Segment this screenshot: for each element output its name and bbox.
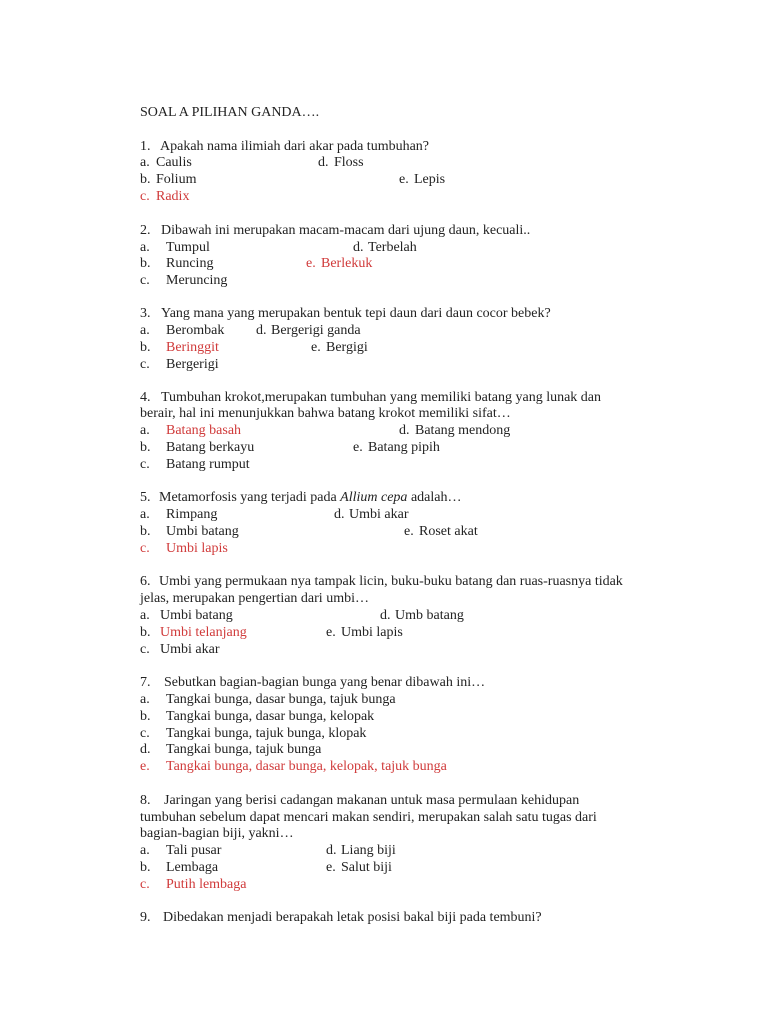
option-d: Batang mendong	[415, 423, 511, 438]
question-text: bagian-bagian biji, yakni…	[140, 826, 294, 841]
option-label: c.	[140, 726, 150, 741]
option-e-answer: Berlekuk	[321, 256, 373, 271]
option-label: b.	[140, 340, 151, 355]
option-label: a.	[140, 240, 150, 255]
option-e: Salut biji	[341, 860, 392, 875]
option-e: Bergigi	[326, 340, 368, 355]
option-label: d.	[256, 323, 267, 338]
option-label: c.	[140, 457, 150, 472]
option-e: Roset akat	[419, 524, 478, 539]
option-c: Batang rumput	[166, 457, 250, 472]
option-c: Meruncing	[166, 273, 228, 288]
question-number: 4.	[140, 390, 151, 405]
option-a: Tangkai bunga, dasar bunga, tajuk bunga	[166, 692, 396, 707]
option-d: Umbi akar	[349, 507, 409, 522]
option-label: b.	[140, 625, 151, 640]
question-text: Sebutkan bagian-bagian bunga yang benar dibawah ini…	[164, 675, 486, 690]
question-1	[0, 138, 768, 155]
option-label: b.	[140, 256, 151, 271]
question-number: 2.	[140, 223, 151, 238]
option-e: Umbi lapis	[341, 625, 403, 640]
document-title: SOAL A PILIHAN GANDA….	[140, 105, 320, 120]
option-b-answer: Beringgit	[166, 340, 219, 355]
option-b: Folium	[156, 172, 197, 187]
option-label: a.	[140, 608, 150, 623]
option-a: Tumpul	[166, 240, 210, 255]
option-b: Lembaga	[166, 860, 219, 875]
option-a: Caulis	[156, 155, 192, 170]
question-text: Umbi yang permukaan nya tampak licin, buku-buku batang dan ruas-ruasnya tidak	[159, 574, 623, 589]
option-label: c.	[140, 541, 150, 556]
option-label: c.	[140, 642, 150, 657]
option-c-answer: Putih lembaga	[166, 877, 247, 892]
option-label: a.	[140, 323, 150, 338]
question-number: 1.	[140, 139, 151, 154]
option-label: d.	[380, 608, 391, 623]
option-label: d.	[326, 843, 337, 858]
question-text	[159, 489, 461, 506]
question-text: Tumbuhan krokot,merupakan tumbuhan yang memiliki batang yang lunak dan	[161, 390, 602, 405]
question-number: 3.	[140, 306, 151, 321]
option-d: Liang biji	[341, 843, 396, 858]
option-label: a.	[140, 507, 150, 522]
option-b: Umbi batang	[166, 524, 239, 539]
question-6	[0, 573, 768, 590]
question-text: jelas, merupakan pengertian dari umbi…	[140, 591, 369, 606]
option-c: Tangkai bunga, tajuk bunga, klopak	[166, 726, 367, 741]
option-label: d.	[334, 507, 345, 522]
text-part: adalah…	[407, 490, 462, 505]
option-b: Batang berkayu	[166, 440, 255, 455]
option-label: b.	[140, 440, 151, 455]
option-label: e.	[399, 172, 409, 187]
option-label: a.	[140, 155, 150, 170]
question-7	[0, 674, 768, 691]
option-a-answer: Batang basah	[166, 423, 242, 438]
option-a: Berombak	[166, 323, 225, 338]
species-name: Allium cepa	[340, 490, 408, 505]
question-number: 7.	[140, 675, 151, 690]
option-label: c.	[140, 877, 150, 892]
question-number: 5.	[140, 490, 151, 505]
option-c: Bergerigi	[166, 357, 219, 372]
option-label: a.	[140, 843, 150, 858]
question-5	[0, 489, 768, 506]
option-c: Umbi akar	[160, 642, 220, 657]
option-label: d.	[353, 240, 364, 255]
option-label: b.	[140, 172, 151, 187]
option-label: e.	[306, 256, 316, 271]
option-d: Bergerigi ganda	[271, 323, 361, 338]
option-a: Umbi batang	[160, 608, 233, 623]
option-label: c.	[140, 273, 150, 288]
option-a: Rimpang	[166, 507, 218, 522]
option-label: e.	[404, 524, 414, 539]
option-label: e.	[311, 340, 321, 355]
question-text: berair, hal ini menunjukkan bahwa batang krokot memiliki sifat…	[140, 406, 511, 421]
option-label: b.	[140, 524, 151, 539]
option-d: Floss	[334, 155, 364, 170]
question-2	[0, 222, 768, 239]
option-d: Umb batang	[395, 608, 464, 623]
option-label: a.	[140, 692, 150, 707]
question-number: 6.	[140, 574, 151, 589]
question-text: Dibedakan menjadi berapakah letak posisi bakal biji pada tembuni?	[163, 910, 542, 925]
question-3	[0, 305, 768, 322]
question-text: Apakah nama ilimiah dari akar pada tumbuhan?	[160, 139, 430, 154]
option-e-answer: Tangkai bunga, dasar bunga, kelopak, tajuk bunga	[166, 759, 447, 774]
option-b-answer: Umbi telanjang	[160, 625, 247, 640]
option-label: e.	[353, 440, 363, 455]
option-label: c.	[140, 189, 150, 204]
option-e: Batang pipih	[368, 440, 440, 455]
question-text: Jaringan yang berisi cadangan makanan untuk masa permulaan kehidupan	[164, 793, 580, 808]
option-label: d.	[318, 155, 329, 170]
question-9	[0, 909, 768, 926]
option-c-answer: Radix	[156, 189, 190, 204]
option-e: Lepis	[414, 172, 446, 187]
question-8	[0, 792, 768, 809]
question-text: tumbuhan sebelum dapat mencari makan sendiri, merupakan salah satu tugas dari	[140, 810, 597, 825]
option-b: Tangkai bunga, dasar bunga, kelopak	[166, 709, 375, 724]
option-label: d.	[399, 423, 410, 438]
option-label: a.	[140, 423, 150, 438]
option-label: e.	[140, 759, 150, 774]
text-part: Metamorfosis yang terjadi pada	[159, 490, 341, 505]
option-label: d.	[140, 742, 151, 757]
question-number: 8.	[140, 793, 151, 808]
question-4	[0, 389, 768, 406]
option-label: b.	[140, 709, 151, 724]
question-number: 9.	[140, 910, 151, 925]
option-label: b.	[140, 860, 151, 875]
option-d: Terbelah	[368, 240, 417, 255]
option-label: e.	[326, 625, 336, 640]
option-d: Tangkai bunga, tajuk bunga	[166, 742, 322, 757]
option-label: c.	[140, 357, 150, 372]
option-a: Tali pusar	[166, 843, 222, 858]
option-b: Runcing	[166, 256, 214, 271]
option-c-answer: Umbi lapis	[166, 541, 228, 556]
question-text: Yang mana yang merupakan bentuk tepi daun dari daun cocor bebek?	[161, 306, 551, 321]
option-label: e.	[326, 860, 336, 875]
question-text: Dibawah ini merupakan macam-macam dari ujung daun, kecuali..	[161, 223, 531, 238]
